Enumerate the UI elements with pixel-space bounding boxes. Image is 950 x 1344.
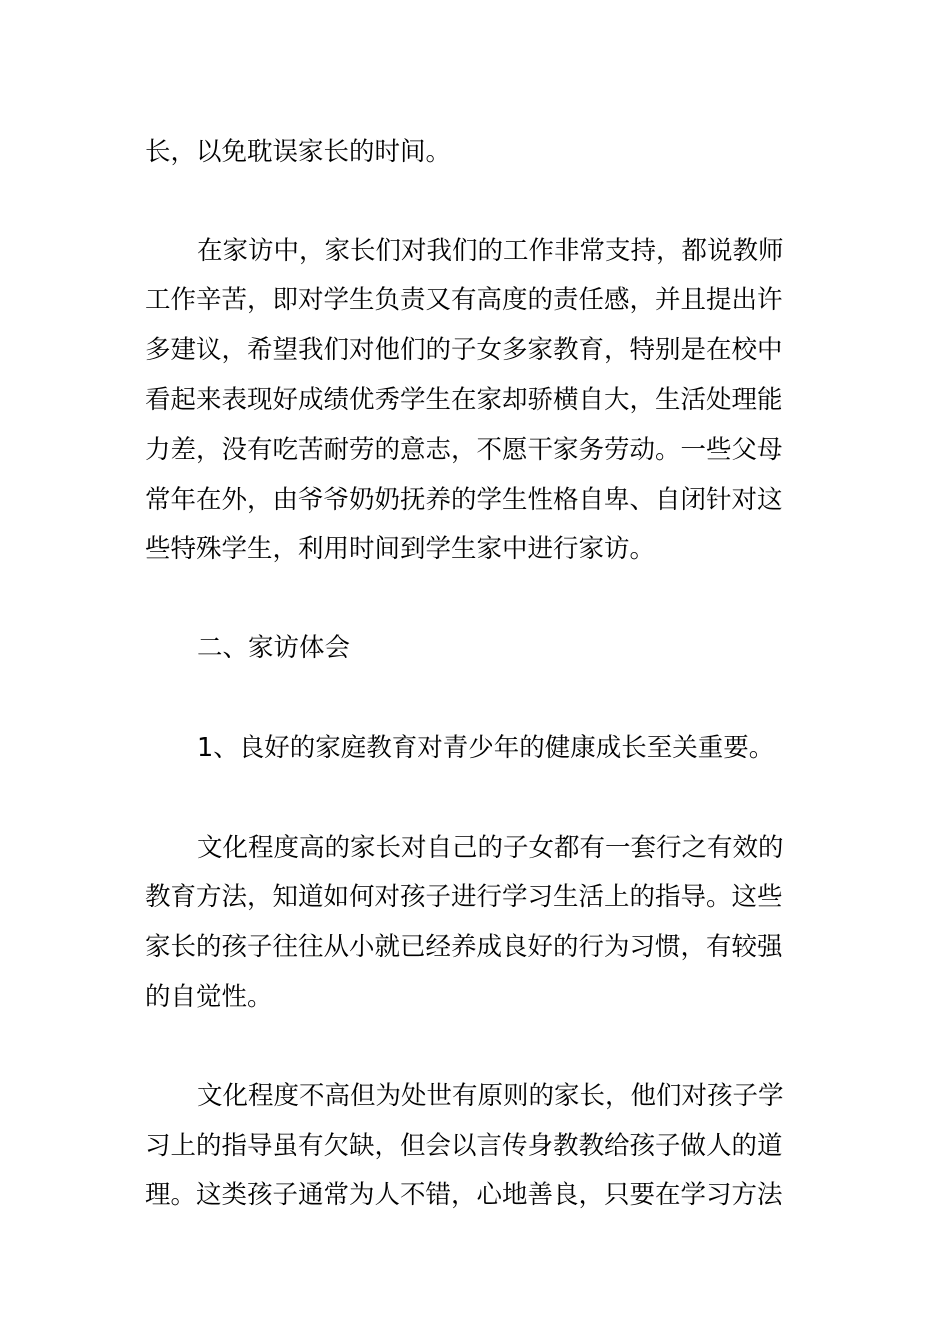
paragraph-line: 些特殊学生，利用时间到学生家中进行家访。: [145, 534, 656, 564]
subsection-heading: 1、良好的家庭教育对青少年的健康成长至关重要。: [197, 733, 775, 763]
paragraph-line: 力差，没有吃苦耐劳的意志，不愿干家务劳动。一些父母: [145, 435, 783, 465]
paragraph-line: 在家访中，家长们对我们的工作非常支持，都说教师: [197, 236, 784, 266]
paragraph-line: 常年在外，由爷爷奶奶抚养的学生性格自卑、自闭针对这: [145, 485, 783, 515]
paragraph-line: 文化程度不高但为处世有原则的家长，他们对孩子学: [197, 1081, 784, 1111]
paragraph-line: 看起来表现好成绩优秀学生在家却骄横自大，生活处理能: [145, 385, 783, 415]
paragraph-line: 多建议，希望我们对他们的子女多家教育，特别是在校中: [145, 335, 783, 365]
section-heading: 二、家访体会: [197, 633, 351, 663]
paragraph-line: 理。这类孩子通常为人不错，心地善良，只要在学习方法: [145, 1180, 783, 1210]
paragraph-line: 家长的孩子往往从小就已经养成良好的行为习惯，有较强: [145, 932, 783, 962]
paragraph-line: 习上的指导虽有欠缺，但会以言传身教教给孩子做人的道: [145, 1131, 783, 1161]
paragraph-line: 长，以免耽误家长的时间。: [145, 137, 452, 167]
paragraph-line: 工作辛苦，即对学生负责又有高度的责任感，并且提出许: [145, 285, 783, 315]
paragraph-line: 文化程度高的家长对自己的子女都有一套行之有效的: [197, 833, 784, 863]
paragraph-line: 教育方法，知道如何对孩子进行学习生活上的指导。这些: [145, 882, 783, 912]
paragraph-line: 的自觉性。: [145, 982, 273, 1012]
